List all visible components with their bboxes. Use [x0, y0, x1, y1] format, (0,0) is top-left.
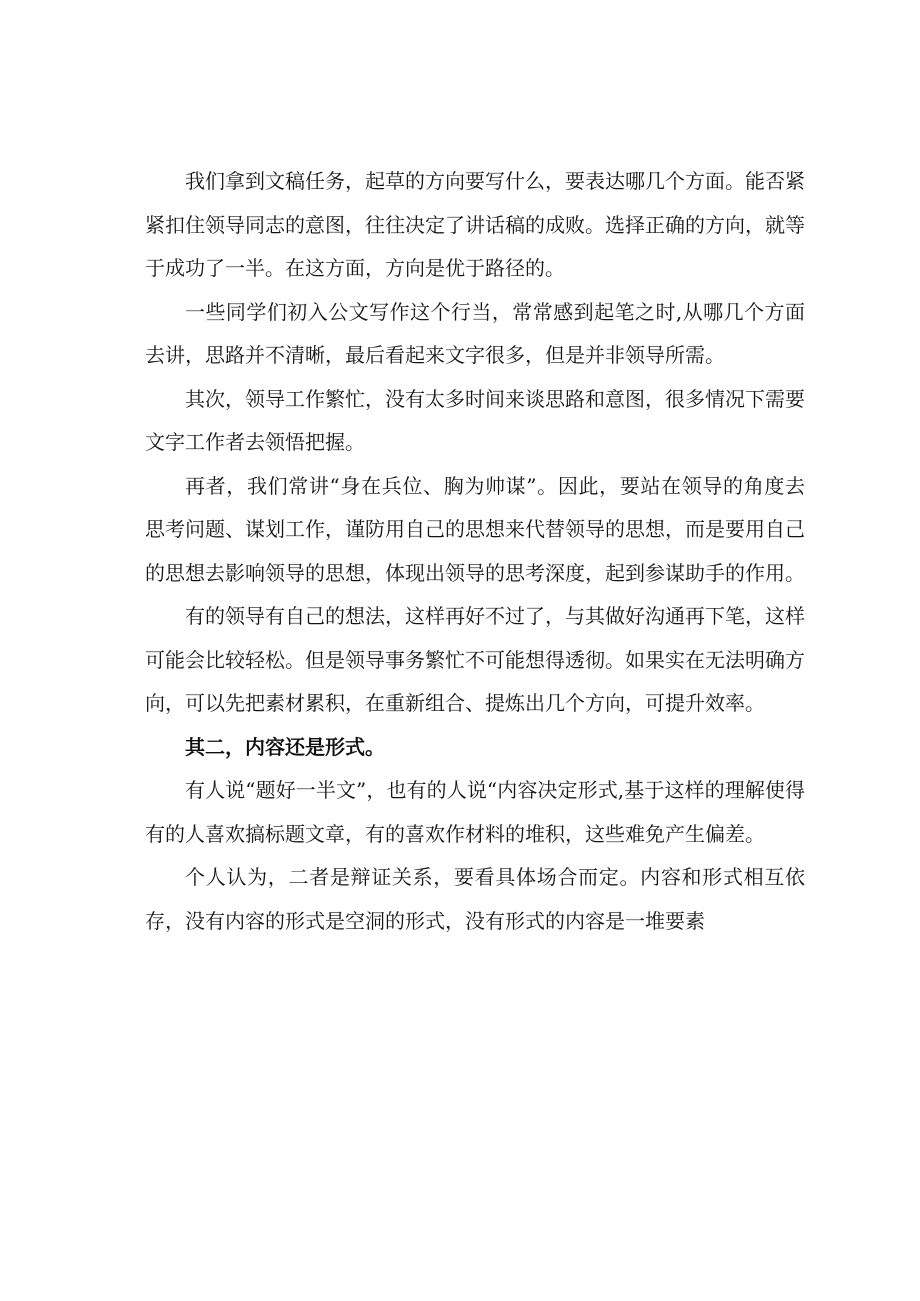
body-paragraph: 再者，我们常讲“身在兵位、胸为帅谋”。因此，要站在领导的角度去思考问题、谋划工作，谨防用自己的思想来代替领导的思想，而是要用自己的思想去影响领导的思想，体现出领导的思考深度，起到参谋助手的作用。 [145, 473, 805, 585]
body-paragraph: 个人认为，二者是辩证关系，要看具体场合而定。内容和形式相互依存，没有内容的形式是空洞的形式，没有形式的内容是一堆要素 [145, 865, 805, 933]
body-paragraph: 有的领导有自己的想法，这样再好不过了，与其做好沟通再下笔，这样可能会比较轻松。但是领导事务繁忙不可能想得透彻。如果实在无法明确方向，可以先把素材累积，在重新组合、提炼出几个方向，可提升效率。 [145, 604, 805, 715]
body-paragraph: 其次，领导工作繁忙，没有太多时间来谈思路和意图，很多情况下需要文字工作者去领悟把握。 [145, 386, 805, 454]
section-heading: 其二，内容还是形式。 [185, 734, 385, 759]
body-paragraph: 有人说“题好一半文”，也有的人说“内容决定形式,基于这样的理解使得有的人喜欢搞标题文章，有的喜欢作材料的堆积，这些难免产生偏差。 [145, 778, 805, 846]
document-page [145, 160, 805, 943]
body-paragraph: 一些同学们初入公文写作这个行当，常常感到起笔之时,从哪几个方面去讲，思路并不清晰，最后看起来文字很多，但是并非领导所需。 [145, 299, 805, 367]
body-paragraph: 我们拿到文稿任务，起草的方向要写什么，要表达哪几个方面。能否紧紧扣住领导同志的意图，往往决定了讲话稿的成败。选择正确的方向，就等于成功了一半。在这方面，方向是优于路径的。 [145, 169, 805, 280]
